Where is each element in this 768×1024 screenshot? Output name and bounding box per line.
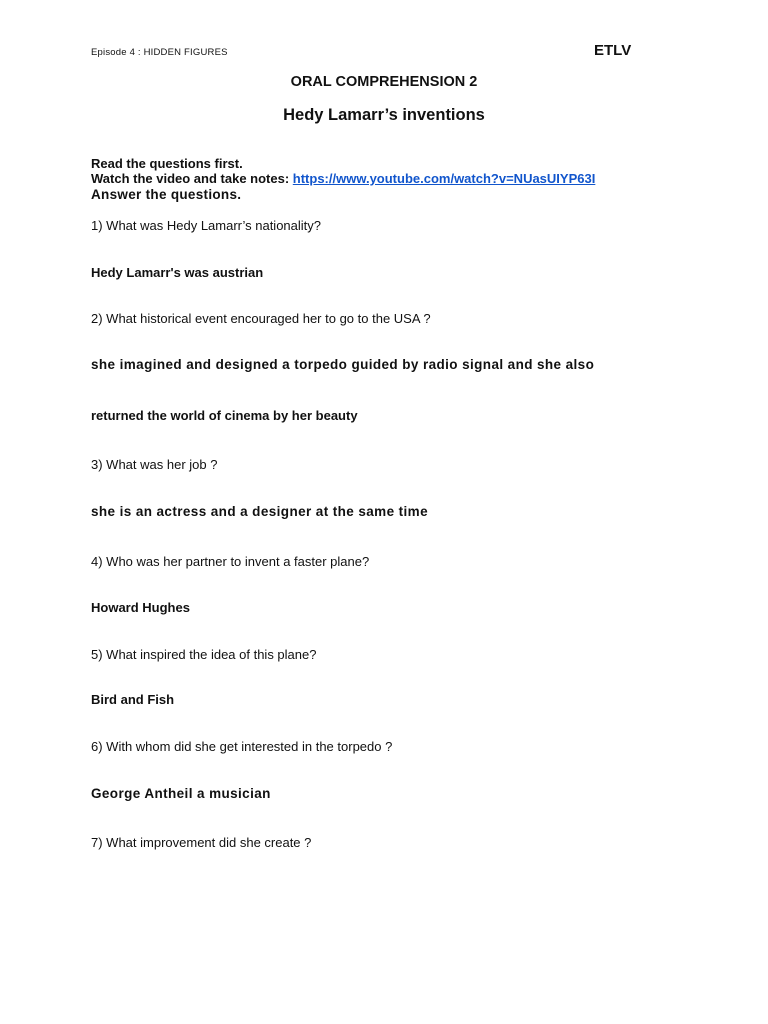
answer-5: Bird and Fish <box>91 692 175 707</box>
school-label: ETLV <box>594 42 632 59</box>
question-7: 7) What improvement did she create ? <box>91 835 312 850</box>
answer-3: she is an actress and a designer at the same time <box>91 504 428 519</box>
answer-4: Howard Hughes <box>91 600 190 615</box>
answer-2-line-2: returned the world of cinema by her beauty <box>91 408 358 423</box>
answer-6: George Antheil a musician <box>91 786 271 801</box>
episode-label: Episode 4 : HIDDEN FIGURES <box>91 47 228 58</box>
answer-1: Hedy Lamarr's was austrian <box>91 265 264 280</box>
question-2: 2) What historical event encouraged her to go to the USA ? <box>91 311 431 326</box>
instruction-watch-text: Watch the video and take notes: <box>91 171 293 186</box>
question-3: 3) What was her job ? <box>91 457 218 472</box>
question-5: 5) What inspired the idea of this plane? <box>91 647 317 662</box>
question-6: 6) With whom did she get interested in the torpedo ? <box>91 739 393 754</box>
section-title: ORAL COMPREHENSION 2 <box>290 74 478 90</box>
question-4: 4) Who was her partner to invent a faster plane? <box>91 554 370 569</box>
video-link[interactable]: https://www.youtube.com/watch?v=NUasUIYP63I <box>292 171 596 186</box>
instruction-answer: Answer the questions. <box>91 187 242 202</box>
page-title: Hedy Lamarr’s inventions <box>283 106 485 124</box>
instruction-watch <box>91 171 595 186</box>
instruction-read: Read the questions first. <box>91 156 243 171</box>
answer-2-line-1: she imagined and designed a torpedo guided by radio signal and she also <box>91 357 595 372</box>
question-1: 1) What was Hedy Lamarr’s nationality? <box>91 218 322 233</box>
